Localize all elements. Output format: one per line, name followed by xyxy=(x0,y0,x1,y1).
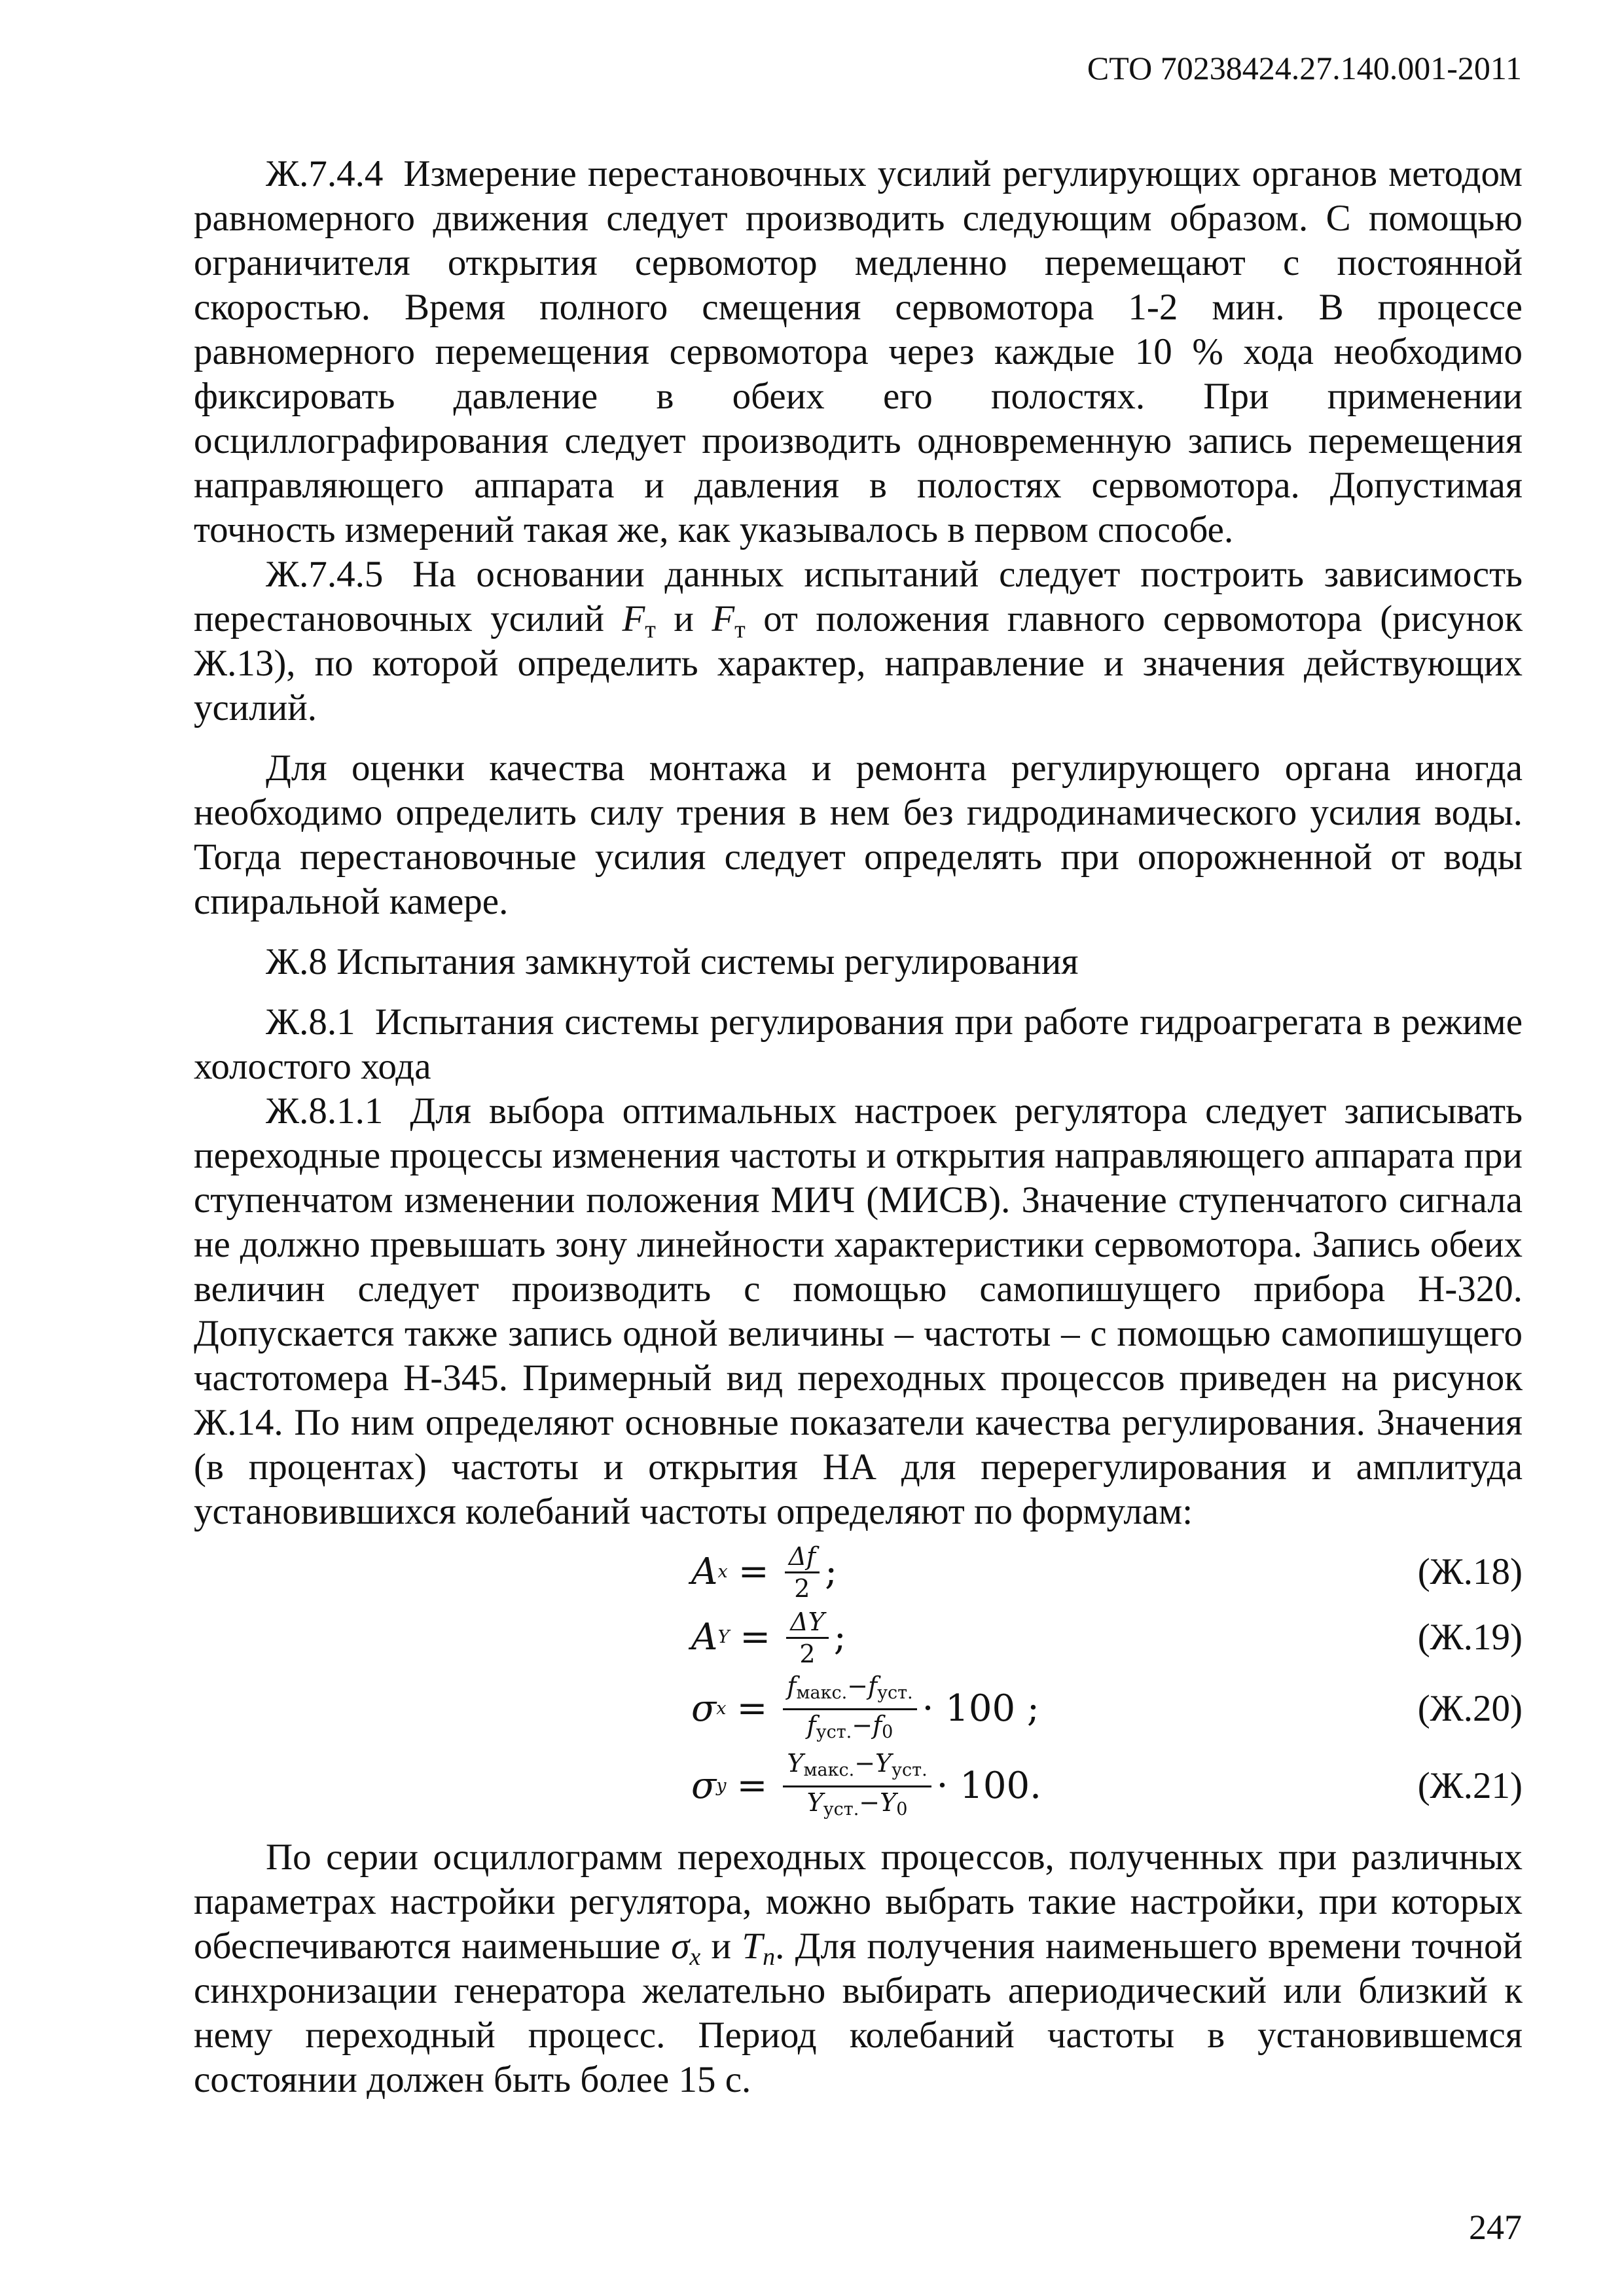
formula-label: (Ж.20) xyxy=(1417,1688,1523,1729)
paragraph-oscillograms xyxy=(194,1835,1523,2102)
minus-sign: − xyxy=(852,1710,873,1740)
document-code: СТО 70238424.27.140.001-2011 xyxy=(1087,50,1522,86)
lhs-subscript: y xyxy=(716,1776,727,1796)
fraction xyxy=(785,1543,820,1602)
conjunction: и xyxy=(711,1926,732,1967)
period-subscript: n xyxy=(763,1943,776,1971)
denominator: 2 xyxy=(794,1573,810,1603)
multiplier: · 100. xyxy=(936,1765,1041,1807)
equals-sign: = xyxy=(738,1551,769,1593)
denominator: 2 xyxy=(799,1639,816,1668)
formula-label: (Ж.21) xyxy=(1417,1765,1523,1806)
numerator-var: f xyxy=(787,1671,797,1700)
denominator-sub: 0 xyxy=(896,1799,908,1820)
paragraph-text: . Для получения наименьшего времени точной синхронизации генератора желательно выбирать апериодический или близкий к нему переходный процесс. Период колебаний частоты в установившемся состоянии должен быть более 15 с. xyxy=(194,1926,1523,2100)
force-subscript: т xyxy=(734,616,746,643)
paragraph-friction xyxy=(194,746,1523,924)
denominator-sub: 0 xyxy=(882,1721,893,1742)
denominator-sub: уст. xyxy=(816,1721,852,1742)
denominator-sub: уст. xyxy=(823,1799,859,1820)
paragraph-zh-7-4-4 xyxy=(194,152,1523,552)
formula-block xyxy=(194,1539,1523,1825)
clause-number: Ж.7.4.4 xyxy=(266,153,384,194)
denominator-var: Y xyxy=(880,1787,897,1817)
page-number: 247 xyxy=(1469,2208,1522,2247)
force-symbol: F xyxy=(712,598,735,639)
lhs-subscript: x xyxy=(717,1562,728,1582)
paragraph-text: Для выбора оптимальных настроек регулятора следует записывать переходные процессы изменения частоты и открытия направляющего аппарата при ступенчатом изменении положения МИЧ (МИСВ). Значение ступенчатого сигнала не должно превышать зону линейности характеристики сервомотора. Запись обеих величин следует производить с помощью самопишущего прибора Н-320. Допускается также запись одной величины – частоты – с помощью самопишущего частотомера Н-345. Примерный вид переходных процессов приведен на рисунок Ж.14. По ним определяют основные показатели качества регулирования. Значения (в процентах) частоты и открытия НА для перерегулирования и амплитуда установившихся колебаний частоты определяют по формулам: xyxy=(194,1090,1523,1532)
lhs-variable: σ xyxy=(691,1687,717,1730)
formula-tail: ; xyxy=(1026,1687,1039,1730)
paragraph-zh-8-1-1 xyxy=(194,1089,1523,1534)
lhs-variable: A xyxy=(691,1616,718,1659)
numerator: ΔY xyxy=(786,1608,829,1639)
multiplier: · 100 xyxy=(922,1687,1016,1730)
force-symbol: F xyxy=(622,598,645,639)
numerator xyxy=(783,1672,916,1710)
formula-zh-20 xyxy=(194,1670,1523,1748)
formula-tail: ; xyxy=(825,1551,837,1593)
equals-sign: = xyxy=(736,1765,768,1807)
formula-zh-18 xyxy=(194,1539,1523,1605)
equals-sign: = xyxy=(736,1687,768,1730)
period-symbol: T xyxy=(742,1926,763,1967)
numerator-sub: уст. xyxy=(877,1682,913,1703)
fraction xyxy=(786,1608,829,1668)
numerator-var: Y xyxy=(787,1748,804,1778)
clause-number: Ж.8.1 xyxy=(266,1001,355,1043)
clause-number: Ж.7.4.5 xyxy=(266,554,384,595)
paragraph-text: от положения главного сервомотора (рисунок Ж.13), по которой определить характер, направление и значения действующих усилий. xyxy=(194,598,1523,728)
formula-body xyxy=(691,1605,846,1670)
lhs-variable: A xyxy=(691,1551,718,1593)
minus-sign: − xyxy=(854,1748,876,1778)
conjunction: и xyxy=(674,598,694,639)
denominator xyxy=(803,1787,912,1823)
formula-label: (Ж.18) xyxy=(1417,1551,1523,1592)
formula-label: (Ж.19) xyxy=(1417,1617,1523,1658)
formula-body xyxy=(691,1539,837,1605)
denominator-var: f xyxy=(873,1710,882,1740)
equals-sign: = xyxy=(740,1616,771,1659)
formula-zh-19 xyxy=(194,1605,1523,1670)
formula-tail: ; xyxy=(833,1616,846,1659)
force-subscript: т xyxy=(645,616,656,643)
paragraph-text: Для оценки качества монтажа и ремонта регулирующего органа иногда необходимо определить силу трения в нем без гидродинамического усилия воды. Тогда перестановочные усилия следует определять при опорожненной от воды спиральной камере. xyxy=(194,747,1523,922)
numerator-sub: уст. xyxy=(892,1759,928,1780)
numerator-var: Y xyxy=(875,1748,892,1778)
paragraph-zh-8-1 xyxy=(194,1000,1523,1089)
minus-sign: − xyxy=(859,1787,880,1817)
minus-sign: − xyxy=(847,1671,868,1700)
numerator-var: f xyxy=(868,1671,878,1700)
paragraph-text: Испытания системы регулирования при работе гидроагрегата в режиме холостого хода xyxy=(194,1001,1523,1087)
numerator: Δf xyxy=(785,1543,820,1573)
formula-body xyxy=(691,1670,1039,1748)
sigma-subscript: x xyxy=(689,1943,701,1971)
paragraph-zh-7-4-5 xyxy=(194,552,1523,730)
numerator-sub: макс. xyxy=(796,1682,848,1703)
page-body xyxy=(194,152,1523,2102)
denominator-var: f xyxy=(806,1710,816,1740)
clause-number: Ж.8.1.1 xyxy=(266,1090,384,1132)
formula-zh-21 xyxy=(194,1748,1523,1825)
lhs-variable: σ xyxy=(691,1765,717,1807)
lhs-subscript: x xyxy=(716,1698,727,1719)
sigma-symbol: σ xyxy=(671,1926,690,1967)
section-heading-zh-8 xyxy=(194,940,1523,984)
paragraph-text: На основании данных испытаний следует построить зависимость перестановочных усилий xyxy=(194,554,1523,639)
lhs-subscript: Y xyxy=(717,1627,730,1647)
formula-body xyxy=(691,1748,1041,1825)
numerator xyxy=(783,1749,931,1787)
denominator-var: Y xyxy=(806,1787,823,1817)
paragraph-text: По серии осциллограмм переходных процессов, полученных при различных параметрах настройки регулятора, можно выбрать такие настройки, при которых обеспечиваются наименьшие xyxy=(194,1837,1523,1967)
fraction xyxy=(783,1749,931,1823)
paragraph-text: Измерение перестановочных усилий регулирующих органов методом равномерного движения следует производить следующим образом. С помощью ограничителя открытия сервомотор медленно перемещают с постоянной скоростью. Время полного смещения сервомотора 1-2 мин. В процессе равномерного перемещения сервомотора через каждые 10 % хода необходимо фиксировать давление в обеих его полостях. При применении осциллографирования следует производить одновременную запись перемещения направляющего аппарата и давления в полостях сервомотора. Допустимая точность измерений такая же, как указывалось в первом способе. xyxy=(194,153,1523,550)
fraction xyxy=(783,1672,916,1746)
numerator-sub: макс. xyxy=(803,1759,855,1780)
denominator xyxy=(803,1710,897,1746)
heading-text: Ж.8 Испытания замкнутой системы регулирования xyxy=(266,941,1079,982)
